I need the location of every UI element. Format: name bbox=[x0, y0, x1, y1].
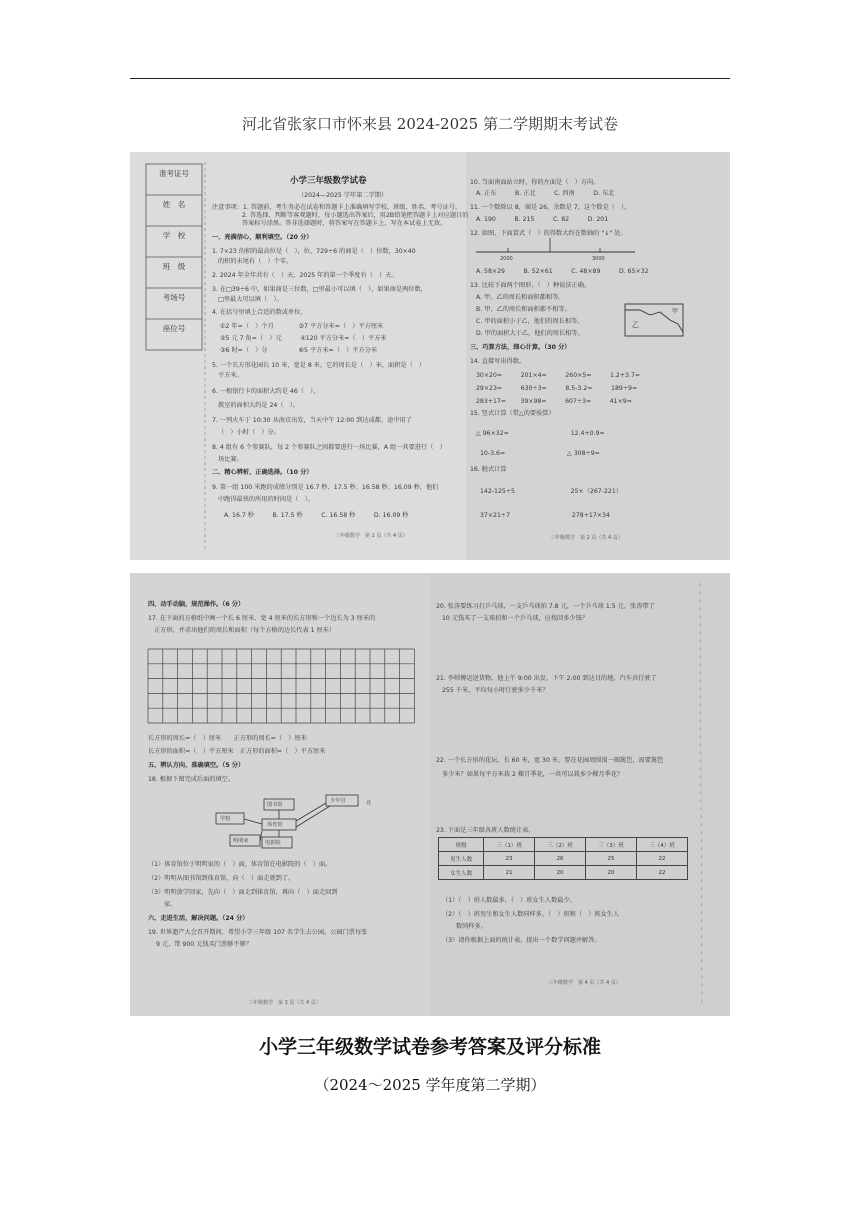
question-line: 7. 一列火车于 10:30 从南京出发，当天中午 12:00 到达成都，途中用了 bbox=[212, 417, 412, 424]
answer-key-subtitle: （2024～2025 学年度第二学期） bbox=[314, 1076, 546, 1094]
table-cell: 22 bbox=[637, 852, 688, 866]
question-line: A. 16.7 秒 B. 17.5 秒 C. 16.58 秒 D. 16.09 秒 bbox=[224, 512, 409, 519]
question-line: 283+17= 39×98= 607÷3≈ 41×9≈ bbox=[476, 398, 632, 405]
question-line: 17. 在下面的方格纸中画一个长 6 厘米、宽 4 厘米的长方形和一个边长为 3 厘米的 bbox=[148, 615, 376, 622]
question-line: 10 元钱买了一支球拍和一个乒乓球，应找回多少钱？ bbox=[442, 615, 588, 622]
question-line: 四、动手动脑，规范操作。（6 分） bbox=[148, 601, 245, 608]
table-cell: 20 bbox=[535, 866, 586, 880]
shape-label-a: 甲 bbox=[672, 308, 679, 315]
table-cell: 男生人数 bbox=[439, 852, 484, 866]
question-line: 22. 一个长方形的花坛，长 60 米，宽 30 米，要在花园周围围一圈篱笆，需要篱笆 bbox=[436, 757, 664, 764]
question-line: 16. 脱式计算 bbox=[470, 466, 507, 473]
class-stats-table bbox=[438, 837, 688, 880]
question-line: 1. 7×23 的积的最高位是（ ），位，729÷6 的商是（ ）位数，30×40 bbox=[212, 248, 416, 255]
question-line: 15. 竖式计算（带△的要验算） bbox=[470, 410, 555, 417]
page-footer: 三年级数学 第 2 页（共 4 页） bbox=[550, 535, 623, 541]
question-line: B. 甲、乙的周长和面积都不相等。 bbox=[476, 306, 571, 313]
question-line: 12. 如图，下面算式（ ）的得数大约在数轴的 "↓" 处。 bbox=[470, 230, 627, 237]
map-label-school: 学校 bbox=[220, 816, 231, 822]
grid-answer-line: 长方形的周长=（ ）厘米 正方形的周长=（ ）厘米 bbox=[148, 735, 307, 742]
question-line: △ 96×32= 12.4+0.9= bbox=[476, 430, 605, 437]
table-cell: 女生人数 bbox=[439, 866, 484, 880]
question-line: 21. 李师傅运送货物，他上午 9:00 出发，下午 2:00 到达目的地，汽车共行驶了 bbox=[436, 675, 657, 682]
question-line: 多少米？如果每平方米栽 2 棵月季花，一共可以栽多少棵月季花？ bbox=[442, 771, 624, 778]
table-cell: 21 bbox=[484, 866, 535, 880]
table-header-cell: 三（1）班 bbox=[484, 838, 535, 852]
table-header-cell: 三（4）班 bbox=[637, 838, 688, 852]
side-label-exam-id: 准考证号 bbox=[159, 169, 189, 178]
question-line: A. 190 B. 215 C. 82 D. 201 bbox=[476, 216, 609, 223]
question-line: 13. 比较下面两个图形，（ ）种说法正确。 bbox=[470, 282, 591, 289]
answer-key-title: 小学三年级数学试卷参考答案及评分标准 bbox=[258, 1036, 601, 1058]
notice-line: 2. 答选择、判断等客观题时，每小题选出答案后，用2B铅笔把答题卡上对应题目的 bbox=[242, 212, 469, 219]
map-label-gym: 体育馆 bbox=[267, 822, 283, 828]
question-line: 数同样多。 bbox=[456, 923, 487, 930]
side-label-class: 班 级 bbox=[162, 262, 186, 271]
table-cell: 22 bbox=[637, 866, 688, 880]
grid-answer-line: 长方形的面积=（ ）平方厘米 正方形的面积=（ ）平方厘米 bbox=[148, 748, 326, 755]
question-line: （2）（ ）班男生和女生人数同样多，（ ）班和（ ）班女生人 bbox=[442, 911, 620, 918]
shape-label-b: 乙 bbox=[632, 321, 639, 329]
photo2-graphics bbox=[130, 573, 730, 1016]
question-line: 8. 4 组有 6 个参赛队，每 2 个参赛队之间都要进行一场比赛，A 组一共要进行（ ） bbox=[212, 444, 446, 451]
question-line: □里最大可以填（ ）。 bbox=[218, 296, 283, 303]
question-line: 14. 直接写出得数。 bbox=[470, 358, 526, 365]
question-line: （2）明明从图书馆到体育馆，向（ ）面走就到了。 bbox=[148, 875, 295, 882]
question-line: 23. 下面是三年级各班人数统计表。 bbox=[436, 827, 535, 834]
question-line: 五、辨认方向，准确填空。（5 分） bbox=[148, 762, 245, 769]
question-line: 9 元，带 900 元钱买门票够不够？ bbox=[156, 941, 252, 948]
table-cell: 26 bbox=[535, 852, 586, 866]
question-line: 3. 在□39÷6 中，如果商是三位数，□里最小可以填（ ），如果商是两位数， bbox=[212, 286, 427, 293]
table-header-row bbox=[439, 838, 688, 852]
question-line: 6. 一根银行卡的面积大约是 46（ ）， bbox=[212, 388, 320, 395]
question-line: 37×21÷7 278+17×34 bbox=[480, 512, 610, 519]
question-line: （3）请你根据上面的统计表，提出一个数学问题并解答。 bbox=[442, 937, 601, 944]
question-line: （1）体育馆位于明明家的（ ）面，体育馆在电影院的（ ）面。 bbox=[148, 861, 332, 868]
question-line: 10. 当面南面站立时，你的左面是（ ）方向。 bbox=[470, 179, 600, 186]
side-label-school: 学 校 bbox=[162, 231, 186, 240]
map-label-cinema: 电影院 bbox=[265, 840, 281, 846]
side-label-name: 姓 名 bbox=[162, 200, 186, 209]
page-footer: 三年级数学 第 4 页（共 4 页） bbox=[548, 980, 621, 986]
table-cell: 23 bbox=[484, 852, 535, 866]
question-line: 30×20= 201×4= 260×5= 1.2+3.7= bbox=[476, 372, 641, 379]
question-line: 二、精心辨析，正确选择。（10 分） bbox=[212, 469, 313, 476]
question-line: （1）（ ）班人数最多，（ ）班女生人数最少。 bbox=[442, 897, 576, 904]
question-line: 11. 一个数除以 8，商是 26，余数是 7，这个数是（ ）。 bbox=[470, 204, 631, 211]
question-line: 19. 世界遗产大会召开期间，希望小学三年级 107 名学生去公园，公园门票每张 bbox=[148, 929, 368, 936]
question-line: 家。 bbox=[164, 901, 177, 908]
table-row bbox=[439, 866, 688, 880]
numline-label: 2000 bbox=[500, 256, 513, 262]
question-line: 平方米。 bbox=[218, 372, 243, 379]
notice-line: 注意事项：1. 答题前，考生务必在试卷和答题卡上准确填写学校、班级、姓名、考号证号。 bbox=[212, 204, 462, 211]
question-line: ①2 年=（ ）个月 ③7 平方分米=（ ）平方厘米 bbox=[220, 323, 384, 330]
question-line: 三、巧算方法，细心计算。（30 分） bbox=[470, 344, 571, 351]
question-line: （3）明明放学回家，先向（ ）面走到体育馆，再向（ ）面走回到 bbox=[148, 889, 338, 896]
notice-line: 答案标号涂黑。答非选择题时，将答案写在答题卡上，写在本试卷上无效。 bbox=[242, 220, 447, 227]
numline-label: 3000 bbox=[592, 256, 605, 262]
question-line: 场比赛。 bbox=[218, 456, 243, 463]
question-line: 29×23= 630÷3= 8.5-3.2= 189÷9= bbox=[476, 385, 638, 392]
question-line: 9. 第一组 100 米跑的成绩分别是 16.7 秒、17.5 秒、16.58 秒、16.09 秒，他们 bbox=[212, 484, 439, 491]
question-line: 中跑得最快的所用的时间是（ ）。 bbox=[218, 496, 314, 503]
question-line: 142-125÷5 25×（267-221） bbox=[480, 488, 622, 495]
page-footer: 三年级数学 第 1 页（共 4 页） bbox=[335, 533, 408, 539]
exam-photo-page-3-4 bbox=[130, 573, 730, 1016]
document-header: 河北省张家口市怀来县 2024-2025 第二学期期末考试卷 bbox=[242, 115, 618, 133]
question-line: 正方形，并求出他们的周长和面积（每个方格的边长代表 1 厘米） bbox=[154, 627, 336, 634]
table-cell: 25 bbox=[586, 852, 637, 866]
question-line: 20. 张涛要练习打乒乓球，一支乒乓球拍 7.8 元，一个乒乓球 1.5 元，张涛带了 bbox=[436, 603, 655, 610]
exam-photo-page-1-2 bbox=[130, 152, 730, 560]
question-line: 4. 在括号里填上合适的数或单位。 bbox=[212, 309, 307, 316]
side-label-seat: 座位号 bbox=[162, 324, 186, 333]
question-line: 5. 一个长方形花园长 10 米，宽是 8 米，它的周长是（ ）米，面积是（ ） bbox=[212, 362, 426, 369]
table-header-cell: 三（3）班 bbox=[586, 838, 637, 852]
top-rule bbox=[130, 78, 730, 79]
table-header-cell: 班级 bbox=[439, 838, 484, 852]
question-line: A. 正东 B. 正北 C. 西南 D. 东北 bbox=[476, 190, 615, 197]
table-cell: 20 bbox=[586, 866, 637, 880]
question-line: C. 甲的面积小于乙，他们的周长相等。 bbox=[476, 318, 584, 325]
map-label-library: 图书馆 bbox=[267, 802, 283, 808]
question-line: （ ）小时（ ）分。 bbox=[218, 429, 280, 436]
map-label-north: 北 bbox=[366, 800, 372, 806]
map-label-home: 明明家 bbox=[233, 838, 249, 844]
exam-subtitle: （2024—2025 学年第二学期） bbox=[298, 192, 388, 199]
question-line: ③6 时=（ ）分 ⑥5 平方米=（ ）平方分米 bbox=[220, 347, 378, 354]
question-line: A. 甲、乙的周长和面积都相等。 bbox=[476, 294, 565, 301]
question-line: 教室的面积大约是 24（ ）。 bbox=[218, 402, 299, 409]
question-line: 一、亮满信心，顺利填空。（20 分） bbox=[212, 234, 313, 241]
question-line: ②5 元 7 角=（ ）元 ④120 平方分米=（ ）平方米 bbox=[220, 335, 387, 342]
question-line: 255 千米，平均每小时行驶多少千米？ bbox=[442, 687, 549, 694]
side-label-room: 考场号 bbox=[162, 293, 186, 302]
table-header-cell: 三（2）班 bbox=[535, 838, 586, 852]
map-label-youth-palace: 少年宫 bbox=[330, 798, 346, 804]
question-line: 2. 2024 年全年共有（ ）天，2025 年的第一个季度有（ ）天。 bbox=[212, 272, 398, 279]
question-line: 18. 根据下图完成后面的填空。 bbox=[148, 776, 235, 783]
page-footer: 三年级数学 第 3 页（共 4 页） bbox=[248, 1000, 321, 1006]
question-line: 10-3.6= △ 308÷9= bbox=[480, 450, 600, 457]
table-row bbox=[439, 852, 688, 866]
question-line: A. 58×29 B. 52×61 C. 48×89 D. 65×32 bbox=[476, 268, 649, 275]
question-line: 六、走进生活，解决问题。（24 分） bbox=[148, 915, 249, 922]
question-line: D. 甲的面积大于乙，他们的周长相等。 bbox=[476, 330, 584, 337]
question-line: 的积的末尾有（ ）个零。 bbox=[218, 258, 293, 265]
exam-title: 小学三年级数学试卷 bbox=[290, 176, 367, 186]
